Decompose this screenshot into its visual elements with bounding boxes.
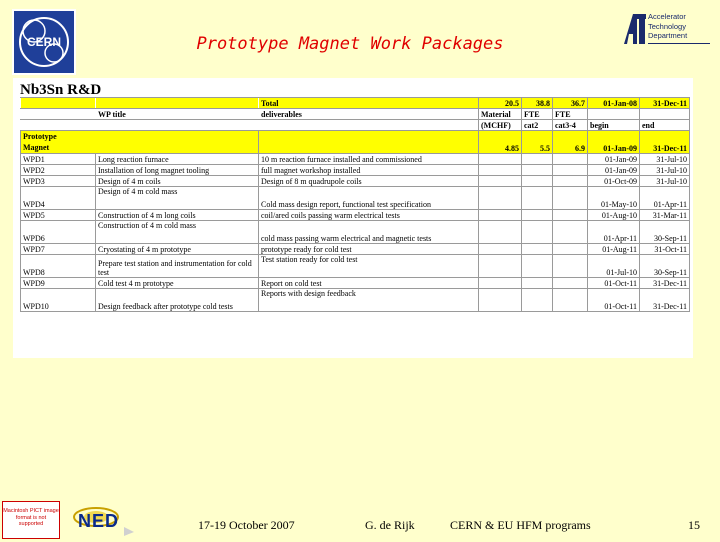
cern-logo-icon	[14, 11, 74, 73]
row-title: Construction of 4 m long coils	[96, 210, 259, 221]
cern-logo	[12, 9, 76, 75]
row-begin: 01-Oct-11	[588, 278, 640, 289]
footer-event: CERN & EU HFM programs	[450, 518, 591, 532]
row-end: 31-Jul-10	[640, 165, 690, 176]
total-label: Total	[259, 98, 479, 109]
prototype-begin: 01-Jan-09	[588, 131, 640, 154]
row-title: Design feedback after prototype cold tests	[96, 289, 259, 312]
row-deliverable: prototype ready for cold test	[259, 244, 479, 255]
row-deliverable: Test station ready for cold test	[259, 255, 479, 278]
row-id: WPD9	[21, 278, 96, 289]
table-row	[21, 154, 690, 165]
total-begin: 01-Jan-08	[588, 98, 640, 109]
slide-title: Prototype Magnet Work Packages	[196, 34, 504, 54]
work-package-table	[20, 97, 690, 312]
table-row	[21, 187, 690, 210]
row-begin: 01-Oct-11	[588, 289, 640, 312]
ned-logo	[66, 505, 136, 537]
row-id: WPD10	[21, 289, 96, 312]
row-title: Installation of long magnet tooling	[96, 165, 259, 176]
header-row-2	[21, 120, 690, 131]
row-begin: 01-Aug-10	[588, 210, 640, 221]
row-begin: 01-Jan-09	[588, 165, 640, 176]
row-id: WPD3	[21, 176, 96, 187]
row-begin: 01-Oct-09	[588, 176, 640, 187]
logo-divider	[648, 43, 710, 44]
row-end: 01-Apr-11	[640, 187, 690, 210]
header-row	[21, 109, 690, 120]
row-title: Prepare test station and instrumentation for cold test	[96, 255, 259, 278]
row-begin: 01-Apr-11	[588, 221, 640, 244]
row-begin: 01-May-10	[588, 187, 640, 210]
row-deliverable: Reports with design feedback	[259, 289, 479, 312]
header-fte3-2: cat3-4	[553, 120, 588, 131]
total-material: 20.5	[479, 98, 522, 109]
prototype-fte-cat2: 5.5	[522, 131, 553, 154]
row-id: WPD8	[21, 255, 96, 278]
total-fte-cat34: 36.7	[553, 98, 588, 109]
row-begin: 01-Aug-11	[588, 244, 640, 255]
row-end: 31-Dec-11	[640, 278, 690, 289]
table-row	[21, 210, 690, 221]
header-fte-2: cat2	[522, 120, 553, 131]
accelerator-technology-logo	[622, 12, 712, 48]
row-deliverable: Cold mass design report, functional test specification	[259, 187, 479, 210]
row-title: Design of 4 m cold mass	[96, 187, 259, 210]
footer-author: G. de Rijk	[365, 518, 415, 532]
table-row	[21, 255, 690, 278]
row-end: 31-Jul-10	[640, 176, 690, 187]
table-row	[21, 278, 690, 289]
row-id: WPD7	[21, 244, 96, 255]
row-title: Long reaction furnace	[96, 154, 259, 165]
header-material-1: Material	[479, 109, 522, 120]
prototype-fte-cat34: 6.9	[553, 131, 588, 154]
footer-date: 17-19 October 2007	[198, 518, 295, 532]
row-end: 30-Sep-11	[640, 255, 690, 278]
accelerator-technology-logo-icon	[622, 14, 646, 44]
prototype-end: 31-Dec-11	[640, 131, 690, 154]
header-wp-title: WP title	[96, 109, 259, 120]
row-id: WPD5	[21, 210, 96, 221]
row-deliverable: full magnet workshop installed	[259, 165, 479, 176]
prototype-material: 4.85	[479, 131, 522, 154]
table-row	[21, 244, 690, 255]
row-id: WPD1	[21, 154, 96, 165]
row-end: 31-Jul-10	[640, 154, 690, 165]
table-row	[21, 165, 690, 176]
row-end: 30-Sep-11	[640, 221, 690, 244]
table-row	[21, 221, 690, 244]
row-deliverable: coil/ared coils passing warm electrical tests	[259, 210, 479, 221]
row-deliverable: cold mass passing warm electrical and magnetic tests	[259, 221, 479, 244]
row-deliverable: Report on cold test	[259, 278, 479, 289]
total-row	[21, 98, 690, 109]
row-begin: 01-Jan-09	[588, 154, 640, 165]
table-heading: Nb3Sn R&D	[20, 82, 102, 98]
table-row	[21, 176, 690, 187]
row-end: 31-Mar-11	[640, 210, 690, 221]
header-end: end	[640, 120, 690, 131]
ned-logo-text: NED	[78, 511, 120, 531]
row-deliverable: 10 m reaction furnace installed and commissioned	[259, 154, 479, 165]
row-begin: 01-Jul-10	[588, 255, 640, 278]
total-end: 31-Dec-11	[640, 98, 690, 109]
total-fte-cat2: 38.8	[522, 98, 553, 109]
row-id: WPD4	[21, 187, 96, 210]
header-material-2: (MCHF)	[479, 120, 522, 131]
row-title: Construction of 4 m cold mass	[96, 221, 259, 244]
row-end: 31-Oct-11	[640, 244, 690, 255]
page-number: 15	[688, 518, 700, 532]
row-title: Cold test 4 m prototype	[96, 278, 259, 289]
row-title: Design of 4 m coils	[96, 176, 259, 187]
header-fte3-1: FTE	[553, 109, 588, 120]
header-fte-1: FTE	[522, 109, 553, 120]
row-deliverable: Design of 8 m quadrupole coils	[259, 176, 479, 187]
header-deliverables: deliverables	[259, 109, 479, 120]
accelerator-technology-logo-text: Accelerator Technology Department	[648, 12, 688, 40]
cern-logo-text: CERN	[26, 35, 62, 49]
row-end: 31-Dec-11	[640, 289, 690, 312]
table-row	[21, 289, 690, 312]
row-id: WPD6	[21, 221, 96, 244]
prototype-row	[21, 131, 690, 154]
prototype-label: Prototype Magnet	[21, 131, 259, 154]
row-title: Cryostating of 4 m prototype	[96, 244, 259, 255]
unsupported-image-placeholder: Macintosh PICT image format is not supported	[2, 501, 60, 539]
row-id: WPD2	[21, 165, 96, 176]
header-begin: begin	[588, 120, 640, 131]
